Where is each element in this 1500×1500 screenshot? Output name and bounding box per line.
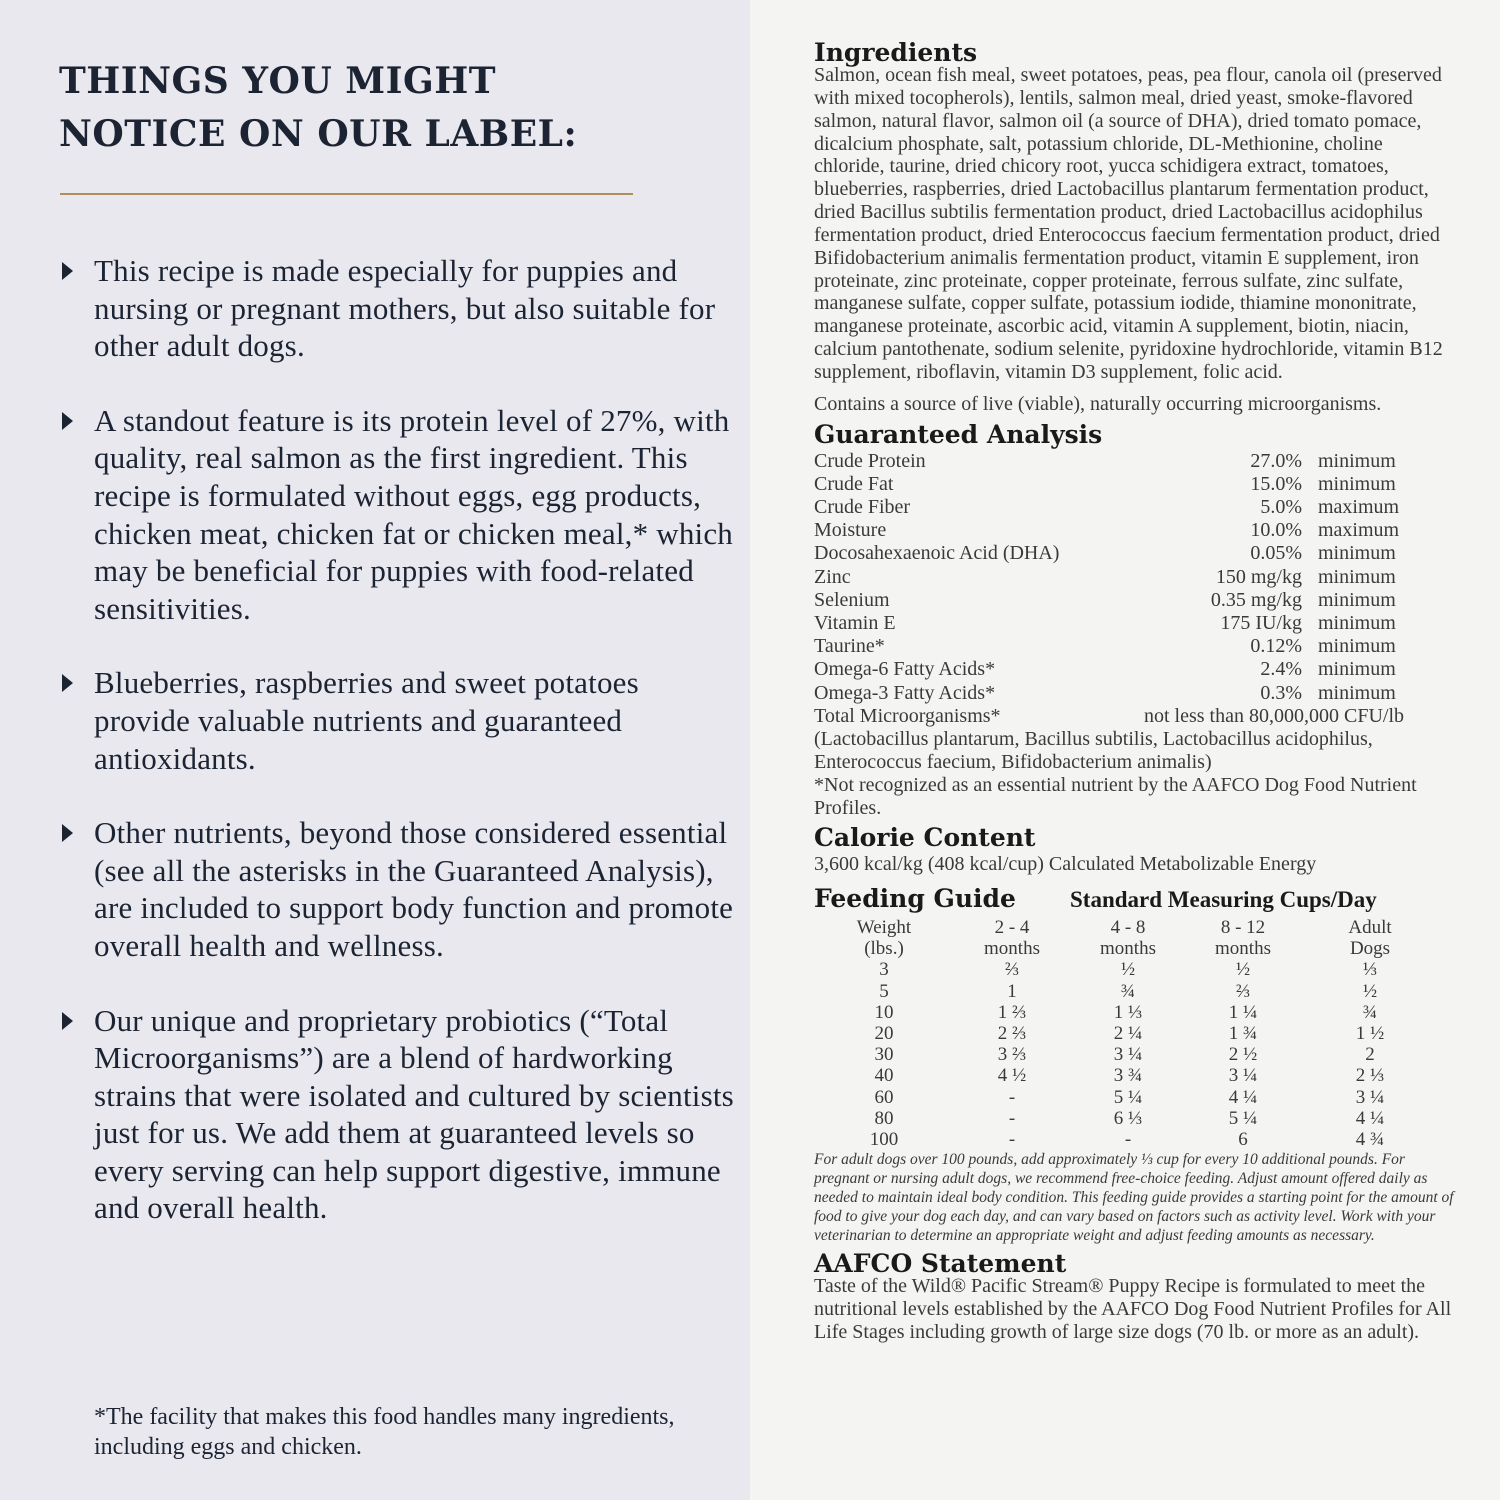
table-cell: 1 ⅔ bbox=[997, 1001, 1027, 1023]
table-cell: ¾ bbox=[1120, 980, 1136, 1002]
table-row bbox=[814, 1065, 1440, 1086]
column-header: Weight (lbs.) bbox=[856, 917, 912, 960]
table-cell: ⅓ bbox=[1362, 959, 1378, 981]
nutrient-qualifier: minimum bbox=[1318, 635, 1396, 658]
analysis-row bbox=[814, 635, 1454, 658]
bullet-item bbox=[58, 402, 738, 628]
aafco-statement-heading: AAFCO Statement bbox=[814, 1249, 1067, 1279]
nutrient-value: 0.35 mg/kg bbox=[1210, 588, 1302, 611]
nutrient-name: Crude Fat bbox=[814, 472, 894, 495]
table-cell: 1 bbox=[1007, 980, 1017, 1002]
nutrient-value: 0.05% bbox=[1250, 542, 1302, 565]
bullet-list bbox=[58, 252, 738, 1227]
nutrient-qualifier: minimum bbox=[1318, 658, 1396, 681]
nutrient-value: 0.12% bbox=[1250, 635, 1302, 658]
nutrient-qualifier: minimum bbox=[1318, 612, 1396, 635]
column-header: 8 - 12 months bbox=[1215, 917, 1271, 960]
nutrient-qualifier: minimum bbox=[1318, 449, 1396, 472]
table-cell: 3 ¼ bbox=[1228, 1065, 1258, 1087]
table-row bbox=[814, 1023, 1440, 1044]
table-cell: ⅔ bbox=[1235, 980, 1251, 1002]
table-cell: 3 ¼ bbox=[1113, 1044, 1143, 1066]
nutrient-value: 150 mg/kg bbox=[1215, 565, 1302, 588]
table-cell: 2 ½ bbox=[1228, 1044, 1258, 1066]
gold-divider bbox=[60, 193, 633, 195]
nutrient-qualifier: maximum bbox=[1318, 496, 1400, 519]
analysis-row bbox=[814, 658, 1454, 681]
nutrient-name: Moisture bbox=[814, 519, 887, 542]
table-cell: 30 bbox=[874, 1044, 894, 1066]
table-cell: 20 bbox=[874, 1022, 894, 1044]
bullet-text: Blueberries, raspberries and sweet potatoes provide valuable nutrients and guaranteed antioxidants. bbox=[94, 665, 639, 776]
table-cell: - bbox=[1008, 1107, 1016, 1129]
analysis-footnote: *Not recognized as an essential nutrient by the AAFCO Dog Food Nutrient Profiles. bbox=[814, 773, 1417, 819]
table-cell: - bbox=[1124, 1128, 1132, 1150]
table-cell: 60 bbox=[874, 1086, 894, 1108]
guaranteed-analysis-table bbox=[814, 450, 1454, 728]
table-cell: 4 ¼ bbox=[1228, 1086, 1258, 1108]
table-cell: 4 ½ bbox=[997, 1065, 1027, 1087]
ingredients-text: Salmon, ocean fish meal, sweet potatoes, peas, pea flour, canola oil (preserved with mixed tocopherols), lentils, salmon meal, dried yeast, smoke-flavored salmon, natural flavor, salmon oil (a source of DHA), dried tomato pomace, dicalcium phosphate, salt, potassium chloride, DL-Methionine, choline chloride, taurine, dried chicory root, yucca schidigera extract, tomatoes, blueberries, raspberries, dried Lactobacillus plantarum fermentation product, dried Bacillus subtilis fermentation product, dried Lactobacillus acidophilus fermentation product, dried Enterococcus faecium fermentation product, dried Bifidobacterium animalis fermentation product, vitamin E supplement, iron proteinate, zinc proteinate, copper proteinate, ferrous sulfate, zinc sulfate, manganese sulfate, copper sulfate, potassium iodide, thiamine mononitrate, manganese proteinate, ascorbic acid, vitamin A supplement, biotin, niacin, calcium pantothenate, sodium selenite, pyridoxine hydrochloride, vitamin B12 supplement, riboflavin, vitamin D3 supplement, folic acid. bbox=[814, 64, 1443, 383]
table-cell: - bbox=[1008, 1086, 1016, 1108]
table-cell: 6 bbox=[1238, 1128, 1248, 1150]
feeding-guide-header bbox=[814, 884, 1454, 913]
nutrient-name: Selenium bbox=[814, 588, 890, 611]
nutrient-value: 5.0% bbox=[1260, 496, 1302, 519]
nutrient-name: Vitamin E bbox=[814, 612, 896, 635]
nutrient-qualifier: minimum bbox=[1318, 588, 1396, 611]
table-cell: 4 ¼ bbox=[1355, 1107, 1385, 1129]
table-row bbox=[814, 981, 1440, 1002]
feeding-guide-heading: Feeding Guide bbox=[814, 884, 1016, 914]
nutrient-value: 27.0% bbox=[1250, 449, 1302, 472]
table-cell: 5 ¼ bbox=[1228, 1107, 1258, 1129]
microorganisms-name: Total Microorganisms* bbox=[814, 704, 1001, 727]
calorie-content-heading: Calorie Content bbox=[814, 823, 1036, 853]
table-cell: 1 ¼ bbox=[1228, 1001, 1258, 1023]
table-cell: 1 ¾ bbox=[1228, 1022, 1258, 1044]
nutrient-name: Crude Fiber bbox=[814, 496, 911, 519]
table-cell: 3 ¼ bbox=[1355, 1086, 1385, 1108]
nutrient-value: 0.3% bbox=[1260, 681, 1302, 704]
nutrient-qualifier: minimum bbox=[1318, 565, 1396, 588]
nutrient-name: Crude Protein bbox=[814, 449, 926, 472]
microorganisms-row bbox=[814, 705, 1454, 728]
microorganism-strains: (Lactobacillus plantarum, Bacillus subtilis, Lactobacillus acidophilus, Enterococcus faecium, Bifidobacterium animalis) bbox=[814, 728, 1373, 773]
triangle-bullet-icon bbox=[62, 1012, 73, 1030]
table-row bbox=[814, 1044, 1440, 1065]
aafco-statement-text: Taste of the Wild® Pacific Stream® Puppy Recipe is formulated to meet the nutritional levels established by the AAFCO Dog Food Nutrient Profiles for All Life Stages including growth of large size dogs (70 lb. or more as an adult). bbox=[814, 1275, 1452, 1343]
feeding-guide-table bbox=[814, 917, 1440, 1150]
facility-footnote: *The facility that makes this food handles many ingredients, including eggs and chicken. bbox=[94, 1404, 675, 1460]
nutrient-qualifier: minimum bbox=[1318, 681, 1396, 704]
table-cell: 3 bbox=[879, 959, 889, 981]
table-row bbox=[814, 1129, 1440, 1150]
bullet-text: A standout feature is its protein level of 27%, with quality, real salmon as the first ingredient. This recipe is formulated without eggs, egg products, chicken meat, chicken fat or chicken meal,* which may be beneficial for puppies with food-related sensitivities. bbox=[94, 402, 733, 626]
nutrient-name: Docosahexaenoic Acid (DHA) bbox=[814, 542, 1060, 565]
analysis-row bbox=[814, 566, 1454, 589]
column-header: Adult Dogs bbox=[1348, 917, 1392, 960]
table-cell: 40 bbox=[874, 1065, 894, 1087]
table-row bbox=[814, 1002, 1440, 1023]
bullet-text: This recipe is made especially for puppies and nursing or pregnant mothers, but also suitable for other adult dogs. bbox=[94, 253, 716, 364]
product-label bbox=[814, 38, 1454, 1344]
analysis-row bbox=[814, 542, 1454, 565]
nutrient-qualifier: minimum bbox=[1318, 472, 1396, 495]
feeding-guide-note: For adult dogs over 100 pounds, add approximately ⅓ cup for every 10 additional pounds. For pregnant or nursing adult dogs, we recommend free-choice feeding. Adjust amount offered daily as needed to maintain ideal body condition. This feeding guide provides a starting point for the amount of food to give your dog each day, and can vary based on factors such as activity level. Work with your veterinarian to determine an appropriate weight and adjust feeding amounts as necessary. bbox=[814, 1151, 1454, 1245]
table-row bbox=[814, 1087, 1440, 1108]
table-cell: 2 ⅓ bbox=[1355, 1065, 1385, 1087]
bullet-item bbox=[58, 664, 738, 777]
nutrient-name: Taurine* bbox=[814, 635, 885, 658]
feeding-guide-subheading: Standard Measuring Cups/Day bbox=[1070, 887, 1377, 913]
table-cell: 80 bbox=[874, 1107, 894, 1129]
column-header: 2 - 4 months bbox=[984, 917, 1040, 960]
table-cell: 4 ¾ bbox=[1355, 1128, 1385, 1150]
analysis-row bbox=[814, 612, 1454, 635]
headline: THINGS YOU MIGHT NOTICE ON OUR LABEL: bbox=[59, 60, 578, 155]
table-cell: 2 bbox=[1365, 1044, 1375, 1066]
table-cell: ½ bbox=[1362, 980, 1378, 1002]
table-cell: 2 ⅔ bbox=[997, 1022, 1027, 1044]
table-cell: ½ bbox=[1120, 959, 1136, 981]
analysis-row bbox=[814, 682, 1454, 705]
column-header: 4 - 8 months bbox=[1100, 917, 1156, 960]
bullet-item bbox=[58, 814, 738, 964]
table-cell: ¾ bbox=[1362, 1001, 1378, 1023]
table-row bbox=[814, 1108, 1440, 1129]
triangle-bullet-icon bbox=[62, 674, 73, 692]
table-cell: 2 ¼ bbox=[1113, 1022, 1143, 1044]
bullet-item bbox=[58, 252, 738, 365]
table-cell: 3 ⅔ bbox=[997, 1044, 1027, 1066]
nutrient-qualifier: maximum bbox=[1318, 519, 1400, 542]
triangle-bullet-icon bbox=[62, 824, 73, 842]
table-cell: 10 bbox=[874, 1001, 894, 1023]
nutrient-value: 175 IU/kg bbox=[1220, 612, 1302, 635]
table-row bbox=[814, 959, 1440, 980]
nutrient-name: Omega-6 Fatty Acids* bbox=[814, 658, 996, 681]
bullet-text: Other nutrients, beyond those considered essential (see all the asterisks in the Guaranteed Analysis), are included to support body function and promote overall health and wellness. bbox=[94, 815, 734, 963]
nutrient-name: Zinc bbox=[814, 565, 851, 588]
nutrient-value: 2.4% bbox=[1260, 658, 1302, 681]
table-cell: 6 ⅓ bbox=[1113, 1107, 1143, 1129]
guaranteed-analysis-heading: Guaranteed Analysis bbox=[814, 419, 1103, 449]
table-cell: 3 ¾ bbox=[1113, 1065, 1143, 1087]
table-cell: 1 ½ bbox=[1355, 1022, 1385, 1044]
table-cell: ⅔ bbox=[1004, 959, 1020, 981]
analysis-row bbox=[814, 519, 1454, 542]
bullet-text: Our unique and proprietary probiotics (“Total Microorganisms”) are a blend of hardworking strains that were isolated and cultured by scientists just for us. We add them at guaranteed levels so every serving can help support digestive, immune and overall health. bbox=[94, 1002, 734, 1226]
triangle-bullet-icon bbox=[62, 412, 73, 430]
nutrient-name: Omega-3 Fatty Acids* bbox=[814, 681, 996, 704]
live-microorganisms-note: Contains a source of live (viable), naturally occurring microorganisms. bbox=[814, 392, 1382, 415]
table-header-row bbox=[814, 917, 1440, 959]
table-cell: 5 ¼ bbox=[1113, 1086, 1143, 1108]
calorie-content-text: 3,600 kcal/kg (408 kcal/cup) Calculated Metabolizable Energy bbox=[814, 853, 1317, 876]
feeding-guide-body bbox=[814, 959, 1440, 1150]
table-cell: 100 bbox=[869, 1128, 899, 1150]
table-cell: 1 ⅓ bbox=[1113, 1001, 1143, 1023]
nutrient-value: 15.0% bbox=[1250, 472, 1302, 495]
analysis-row bbox=[814, 450, 1454, 473]
analysis-row bbox=[814, 473, 1454, 496]
table-cell: 5 bbox=[879, 980, 889, 1002]
nutrient-qualifier: minimum bbox=[1318, 542, 1396, 565]
table-cell: ½ bbox=[1235, 959, 1251, 981]
analysis-row bbox=[814, 589, 1454, 612]
analysis-row bbox=[814, 496, 1454, 519]
table-cell: - bbox=[1008, 1128, 1016, 1150]
triangle-bullet-icon bbox=[62, 262, 73, 280]
microorganisms-value: not less than 80,000,000 CFU/lb bbox=[1143, 704, 1404, 727]
nutrient-value: 10.0% bbox=[1250, 519, 1302, 542]
bullet-item bbox=[58, 1002, 738, 1228]
ingredients-heading: Ingredients bbox=[814, 38, 978, 67]
